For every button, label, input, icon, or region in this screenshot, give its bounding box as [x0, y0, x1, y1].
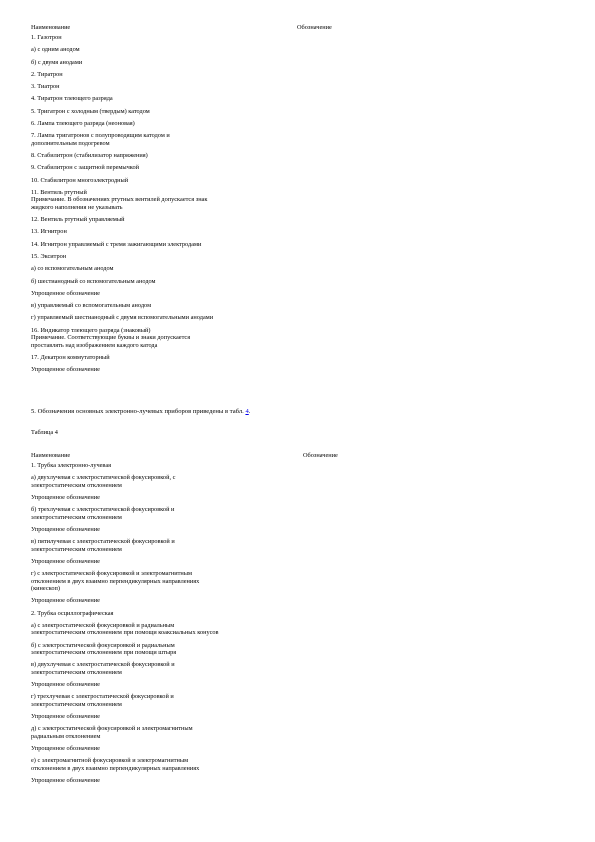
- row-text-line: Упрощенное обозначение: [31, 681, 100, 689]
- row-text-line: отклонением в двух взаимно перпендикулярных направлениях: [31, 764, 200, 772]
- table-row: [31, 83, 361, 95]
- row-text-line: в) управляемый со вспомогательным анодом: [31, 302, 152, 310]
- table-row: [31, 597, 361, 609]
- row-text-line: б) с двумя анодами: [31, 58, 83, 66]
- row-text-line: электростатическим отклонением: [31, 481, 122, 489]
- table-row: [31, 177, 361, 189]
- row-text-line: 10. Стабилитрон многоэлектродный: [31, 176, 129, 184]
- table-row: [31, 34, 361, 46]
- row-text-line: Примечание. Соответствующие буквы и знаки допускается: [31, 334, 191, 342]
- designations-table-1: [31, 24, 361, 378]
- row-text-line: 3. Тиатрон: [31, 83, 60, 91]
- row-text-line: б) с электростатической фокусировкой и радиальным: [31, 641, 175, 649]
- table-row: [31, 120, 361, 132]
- row-text-line: дополнительным подогревом: [31, 139, 110, 147]
- table-header: [31, 452, 361, 460]
- paragraph-tail: .: [248, 408, 251, 415]
- paragraph-text: 5. Обозначения основных электронно-лучевых приборов приведены в табл.: [31, 408, 246, 415]
- row-text-line: Упрощенное обозначение: [31, 745, 100, 753]
- row-text-line: 6. Лампа тлеющего разряда (неоновая): [31, 120, 135, 128]
- row-text-line: электростатическим отклонением: [31, 513, 122, 521]
- row-text-line: 1. Газотрон: [31, 34, 62, 41]
- row-text-line: г) с электростатической фокусировкой и электромагнитным: [31, 570, 192, 578]
- table-row: [31, 327, 361, 354]
- table-row: [31, 462, 361, 474]
- row-text-line: (кинескоп): [31, 585, 60, 593]
- table-row: [31, 538, 361, 558]
- column-header-symbol: Обозначение: [297, 24, 332, 31]
- table-row: [31, 278, 361, 290]
- table-row: [31, 725, 361, 745]
- table-row: [31, 526, 361, 538]
- row-text-line: 12. Вентиль ртутный управляемый: [31, 216, 125, 224]
- table-row: [31, 108, 361, 120]
- table-4-link[interactable]: 4: [245, 408, 249, 415]
- row-text-line: 13. Игнитрон: [31, 228, 67, 236]
- row-text-line: отклонением в двух взаимно перпендикулярных направлениях: [31, 577, 200, 585]
- table-row: [31, 570, 361, 597]
- row-text-line: 11. Вентиль ртутный: [31, 188, 87, 196]
- row-text-line: е) с электромагнитной фокусировкой и электромагнитным: [31, 757, 189, 765]
- table-row: [31, 265, 361, 277]
- row-text-line: 2. Трубка осциллографическая: [31, 609, 114, 617]
- row-text-line: проставлять над изображением каждого катода: [31, 341, 158, 349]
- row-text-line: 2. Тиратрон: [31, 70, 63, 78]
- table-row: [31, 302, 361, 314]
- row-text-line: радиальным отклонением: [31, 732, 101, 740]
- row-text-line: электростатическим отклонением: [31, 700, 122, 708]
- table-row: [31, 132, 361, 152]
- row-text-line: а) с одним анодом: [31, 46, 80, 54]
- row-text-line: 16. Индикатор тлеющего разряда (знаковый): [31, 326, 151, 334]
- row-text-line: 8. Стабилитрон (стабилизатор напряжения): [31, 152, 148, 160]
- table-row: [31, 745, 361, 757]
- table-row: [31, 681, 361, 693]
- row-text-line: Упрощенное обозначение: [31, 713, 100, 721]
- table-row: [31, 46, 361, 58]
- row-text-line: г) трехлучевая с электростатической фокусировкой и: [31, 693, 174, 701]
- row-text-line: б) трехлучевая с электростатической фокусировкой и: [31, 506, 175, 514]
- table-row: [31, 474, 361, 494]
- paragraph-5: [31, 408, 250, 415]
- row-text-line: в) пятилучевая с электростатической фокусировкой и: [31, 538, 175, 546]
- row-text-line: а) со вспомогательным анодом: [31, 265, 114, 273]
- table-row: [31, 777, 361, 789]
- table-row: [31, 642, 361, 662]
- row-text-line: 17. Декатрон коммутаторный: [31, 353, 110, 361]
- table-row: [31, 661, 361, 681]
- table-row: [31, 59, 361, 71]
- row-text-line: 14. Игнитрон управляемый с тремя зажигающими электродами: [31, 240, 202, 248]
- column-header-symbol: Обозначение: [303, 452, 338, 459]
- row-text-line: 7. Лампа тригатронов с полупроводящим катодом и: [31, 132, 170, 140]
- table-row: [31, 228, 361, 240]
- row-text-line: 5. Тригатрон с холодным (твердым) катодом: [31, 107, 150, 115]
- row-text-line: Упрощенное обозначение: [31, 558, 100, 565]
- table-row: [31, 71, 361, 83]
- table-row: [31, 189, 361, 216]
- row-text-line: электростатическим отклонением при помощи коаксиальных конусов: [31, 629, 219, 637]
- column-header-name: Наименование: [31, 452, 71, 459]
- table-body: [31, 34, 361, 378]
- column-header-name: Наименование: [31, 24, 71, 31]
- row-text-line: а) двухлучевая с электростатической фокусировкой, с: [31, 474, 176, 482]
- row-text-line: электростатическим отклонением: [31, 545, 122, 553]
- row-text-line: д) с электростатической фокусировкой и электромагнитным: [31, 725, 193, 733]
- row-text-line: жидкого наполнения не указывать: [31, 203, 123, 211]
- table-row: [31, 757, 361, 777]
- table-row: [31, 241, 361, 253]
- table-row: [31, 216, 361, 228]
- row-text-line: в) двухлучевая с электростатической фокусировкой и: [31, 661, 175, 669]
- table-row: [31, 713, 361, 725]
- row-text-line: Упрощенное обозначение: [31, 597, 100, 605]
- row-text-line: Упрощенное обозначение: [31, 289, 100, 297]
- table-row: [31, 314, 361, 326]
- table-row: [31, 354, 361, 366]
- row-text-line: 1. Трубка электронно-лучевая: [31, 462, 112, 469]
- table-body: [31, 462, 361, 789]
- table-row: [31, 152, 361, 164]
- row-text-line: Примечание. В обозначениях ртутных вентилей допускается знак: [31, 196, 208, 204]
- row-text-line: 9. Стабилитрон с защитной перемычкой: [31, 164, 140, 172]
- table-row: [31, 622, 361, 642]
- designations-table-4: [31, 452, 361, 789]
- row-text-line: Упрощенное обозначение: [31, 366, 100, 374]
- table-row: [31, 95, 361, 107]
- table-caption: Таблица 4: [31, 429, 58, 436]
- row-text-line: 4. Тиратрон тлеющего разряда: [31, 95, 113, 103]
- table-row: [31, 610, 361, 622]
- row-text-line: Упрощенное обозначение: [31, 777, 100, 785]
- table-header: [31, 24, 361, 32]
- table-row: [31, 693, 361, 713]
- table-row: [31, 558, 361, 570]
- row-text-line: электростатическим отклонением при помощи штыря: [31, 649, 177, 657]
- table-row: [31, 290, 361, 302]
- table-row: [31, 506, 361, 526]
- row-text-line: г) управляемый шестианодный с двумя вспомогательными анодами: [31, 314, 214, 322]
- row-text-line: б) шестианодный со вспомогательным анодом: [31, 277, 156, 285]
- table-row: [31, 366, 361, 378]
- row-text-line: а) с электростатической фокусировкой и радиальным: [31, 622, 175, 629]
- table-row: [31, 494, 361, 506]
- table-row: [31, 253, 361, 265]
- row-text-line: электростатическим отклонением: [31, 668, 122, 676]
- table-row: [31, 164, 361, 176]
- row-text-line: Упрощенное обозначение: [31, 526, 100, 533]
- row-text-line: 15. Экситрон: [31, 252, 67, 260]
- row-text-line: Упрощенное обозначение: [31, 494, 100, 501]
